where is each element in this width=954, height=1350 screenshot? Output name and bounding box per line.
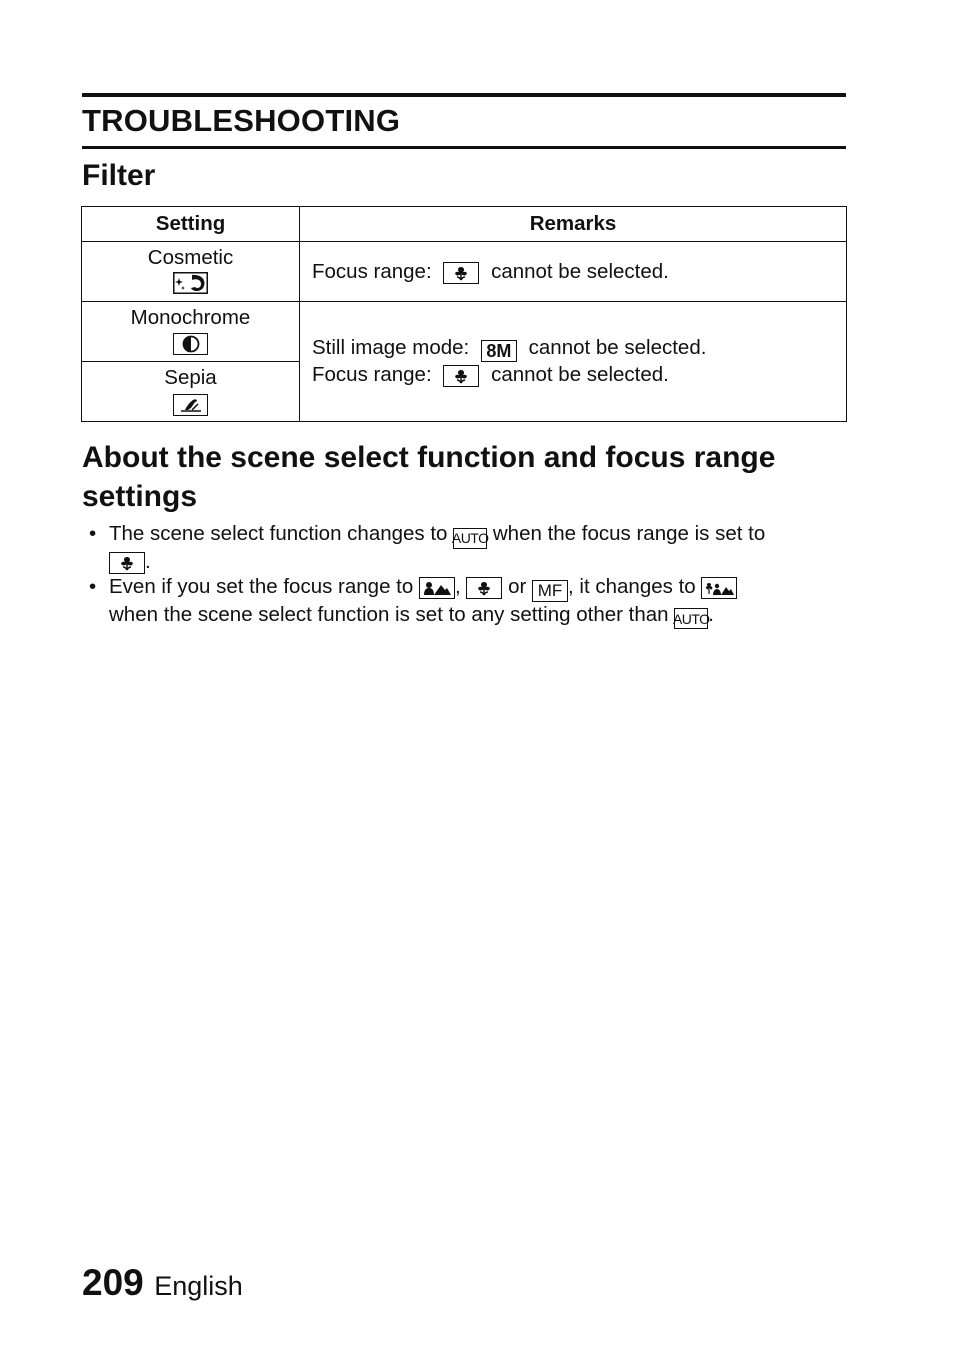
list-item (88, 574, 848, 629)
scene-heading (82, 438, 775, 516)
bullet2-text6: . (708, 602, 714, 626)
bullet1-text3: . (145, 549, 151, 573)
section-title: TROUBLESHOOTING (82, 103, 401, 138)
macro-icon (443, 365, 479, 387)
setting-cell-sepia (82, 362, 300, 422)
mf-icon-text: MF (537, 581, 563, 600)
super-macro-standard-icon (701, 577, 737, 599)
auto-icon (674, 608, 708, 629)
bullet-dot: • (89, 522, 97, 545)
table-header-row (82, 207, 847, 242)
language-label: English (154, 1271, 243, 1301)
macro-icon (109, 552, 145, 574)
bullet1-text1: The scene select function changes to (109, 522, 448, 545)
cosmetic-icon (173, 272, 208, 297)
list-item (88, 521, 848, 574)
page-number: 209 (82, 1262, 144, 1303)
setting-name: Sepia (164, 366, 217, 389)
filter-table (81, 206, 847, 422)
remarks-cell-cosmetic (300, 242, 847, 302)
title-underline (82, 146, 846, 149)
header-setting: Setting (82, 207, 300, 242)
remarks-cell-monochrome-sepia (300, 302, 847, 422)
page-footer (82, 1262, 243, 1304)
bullet2-text4: , it changes to (568, 575, 696, 598)
filter-heading: Filter (82, 159, 156, 192)
auto-icon-text: AUTO (672, 610, 710, 627)
top-rule (82, 93, 846, 97)
bullet2-text1: Even if you set the focus range to (109, 575, 414, 598)
macro-icon (443, 262, 479, 284)
monochrome-icon (173, 332, 208, 356)
macro-icon (466, 577, 502, 599)
auto-icon (453, 528, 487, 549)
remarks-line1-prefix: Still image mode: (312, 336, 470, 359)
setting-name: Cosmetic (147, 246, 234, 269)
remarks-line2-suffix: cannot be selected. (491, 363, 669, 386)
setting-name: Monochrome (130, 306, 251, 329)
remarks-line1-suffix: cannot be selected. (528, 336, 707, 359)
bullet2-text3: or (508, 575, 527, 598)
header-remarks: Remarks (300, 207, 847, 242)
setting-cell-cosmetic (82, 242, 300, 302)
8m-resolution-icon (481, 340, 517, 362)
setting-cell-monochrome (82, 302, 300, 362)
scene-bullet-list (88, 521, 848, 629)
bullet2-text2: , (454, 575, 461, 598)
8m-icon-text: 8M (486, 341, 512, 361)
bullet-dot: • (89, 575, 97, 598)
bullet2-text5: when the scene select function is set to any setting other than (109, 602, 669, 626)
standard-focus-icon (419, 577, 455, 599)
table-row (82, 242, 847, 302)
sepia-icon (173, 392, 208, 416)
table-row (82, 302, 847, 362)
mf-icon (532, 580, 568, 602)
scene-heading-line-2: settings (82, 480, 198, 513)
scene-heading-line-1: About the scene select function and focus range (82, 441, 776, 474)
bullet1-text2: when the focus range is set to (492, 522, 766, 545)
remarks-prefix: Focus range: (312, 259, 432, 283)
remarks-line-1 (312, 335, 846, 362)
remarks-line-2 (312, 362, 846, 388)
auto-icon-text: AUTO (451, 530, 489, 546)
remarks-line2-prefix: Focus range: (312, 363, 432, 386)
remarks-suffix: cannot be selected. (491, 259, 669, 283)
